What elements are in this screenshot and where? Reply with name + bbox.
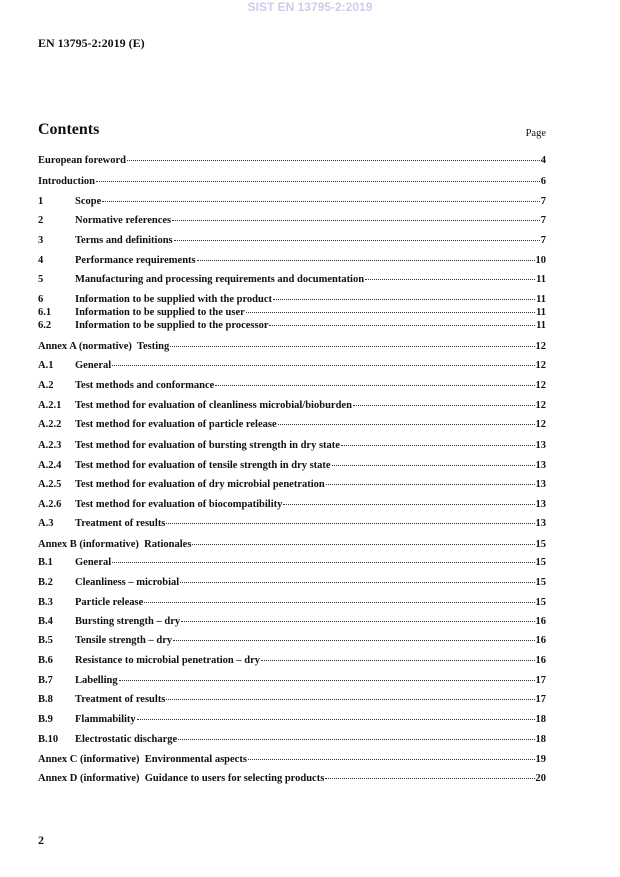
- toc-entry-label: General: [75, 360, 112, 371]
- dot-leader: [144, 602, 534, 603]
- toc-entry[interactable]: [38, 294, 546, 306]
- toc-entry[interactable]: [38, 635, 546, 647]
- toc-entry-number: 1: [38, 196, 44, 207]
- toc-entry-page: 7: [540, 215, 546, 226]
- toc-entry-label: Bursting strength – dry: [75, 616, 181, 627]
- toc-entry-label: Cleanliness – microbial: [75, 577, 180, 588]
- toc-entry-label: General: [75, 557, 112, 568]
- toc-entry-label: Annex A (normative) Testing: [38, 341, 170, 352]
- toc-entry[interactable]: [38, 419, 546, 431]
- toc-entry[interactable]: [38, 675, 546, 687]
- toc-entry-number: A.2.5: [38, 479, 62, 490]
- toc-entry-number: B.4: [38, 616, 53, 627]
- toc-entry[interactable]: [38, 320, 546, 332]
- toc-entry-label: Treatment of results: [75, 518, 166, 529]
- toc-entry[interactable]: [38, 235, 546, 247]
- dot-leader: [137, 719, 535, 720]
- dot-leader: [192, 544, 534, 545]
- toc-entry-page: 19: [535, 754, 546, 765]
- toc-entry-label: Information to be supplied to the processor: [75, 320, 269, 331]
- toc-entry-page: 12: [535, 341, 546, 352]
- toc-entry[interactable]: [38, 557, 546, 569]
- toc-entry-number: A.2.3: [38, 440, 62, 451]
- toc-entry-page: 17: [535, 675, 546, 686]
- toc-entry-number: A.2.2: [38, 419, 62, 430]
- dot-leader: [96, 181, 540, 182]
- toc-entry-page: 11: [536, 320, 546, 331]
- dot-leader: [180, 582, 534, 583]
- toc-entry-label: Information to be supplied to the user: [75, 307, 245, 318]
- toc-entry-number: A.2.1: [38, 400, 62, 411]
- toc-entry-label: Annex C (informative) Environmental aspects: [38, 754, 247, 765]
- toc-entry-page: 13: [535, 499, 546, 510]
- toc-entry-label: Manufacturing and processing requirements and documentation: [75, 274, 365, 285]
- toc-entry-label: Performance requirements: [75, 255, 196, 266]
- toc-entry[interactable]: [38, 734, 546, 746]
- dot-leader: [261, 660, 535, 661]
- toc-entry[interactable]: [38, 440, 546, 452]
- toc-entry-page: 7: [540, 235, 546, 246]
- toc-entry[interactable]: [38, 655, 546, 667]
- toc-entry-number: A.3: [38, 518, 54, 529]
- toc-entry-number: B.3: [38, 597, 53, 608]
- toc-entry-page: 15: [535, 557, 546, 568]
- toc-entry-label: Test method for evaluation of dry microbial penetration: [75, 479, 325, 490]
- dot-leader: [325, 778, 534, 779]
- toc-entry-label: Test method for evaluation of biocompatibility: [75, 499, 283, 510]
- toc-entry-page: 17: [535, 694, 546, 705]
- dot-leader: [112, 365, 534, 366]
- dot-leader: [119, 680, 535, 681]
- document-header: EN 13795-2:2019 (E): [38, 36, 145, 50]
- toc-entry-page: 15: [535, 597, 546, 608]
- toc-entry-page: 15: [535, 539, 546, 550]
- toc-entry[interactable]: [38, 597, 546, 609]
- toc-entry[interactable]: [38, 479, 546, 491]
- toc-entry-number: B.9: [38, 714, 53, 725]
- toc-entry-page: 16: [535, 655, 546, 666]
- toc-entry[interactable]: [38, 307, 546, 319]
- dot-leader: [166, 523, 534, 524]
- toc-entry[interactable]: [38, 773, 546, 785]
- toc-entry[interactable]: [38, 460, 546, 472]
- toc-entry[interactable]: [38, 255, 546, 267]
- toc-entry-page: 18: [535, 714, 546, 725]
- toc-entry-number: B.7: [38, 675, 53, 686]
- toc-entry-number: 3: [38, 235, 44, 246]
- dot-leader: [248, 759, 535, 760]
- toc-entry-number: B.6: [38, 655, 53, 666]
- dot-leader: [112, 562, 534, 563]
- dot-leader: [178, 739, 534, 740]
- toc-entry[interactable]: [38, 400, 546, 412]
- toc-entry-number: 5: [38, 274, 44, 285]
- toc-entry-number: 6.1: [38, 307, 52, 318]
- toc-entry-label: Annex D (informative) Guidance to users for selecting products: [38, 773, 325, 784]
- toc-entry-page: 18: [535, 734, 546, 745]
- dot-leader: [353, 405, 535, 406]
- toc-entry-page: 15: [535, 577, 546, 588]
- toc-entry[interactable]: [38, 754, 546, 766]
- toc-entry-label: Test method for evaluation of tensile strength in dry state: [75, 460, 331, 471]
- toc-entry-label: Labelling: [75, 675, 118, 686]
- dot-leader: [332, 465, 535, 466]
- toc-entry-number: 6.2: [38, 320, 52, 331]
- toc-entry-number: A.2: [38, 380, 54, 391]
- toc-entry-label: European foreword: [38, 155, 126, 166]
- toc-entry[interactable]: [38, 499, 546, 511]
- toc-entry-page: 11: [536, 274, 546, 285]
- dot-leader: [166, 699, 534, 700]
- toc-entry-number: 6: [38, 294, 44, 305]
- toc-entry[interactable]: [38, 196, 546, 208]
- toc-entry-page: 13: [535, 518, 546, 529]
- toc-entry-label: Annex B (informative) Rationales: [38, 539, 192, 550]
- toc-entry[interactable]: [38, 518, 546, 530]
- toc-entry-number: A.2.6: [38, 499, 62, 510]
- toc-entry-label: Treatment of results: [75, 694, 166, 705]
- toc-entry[interactable]: [38, 155, 546, 167]
- toc-entry-page: 4: [540, 155, 546, 166]
- toc-entry-number: B.8: [38, 694, 53, 705]
- toc-entry-label: Electrostatic discharge: [75, 734, 178, 745]
- dot-leader: [365, 279, 535, 280]
- toc-entry-page: 12: [535, 419, 546, 430]
- toc-entry[interactable]: [38, 274, 546, 286]
- toc-entry-number: B.2: [38, 577, 53, 588]
- toc-entry-label: Terms and definitions: [75, 235, 173, 246]
- toc-entry[interactable]: [38, 215, 546, 227]
- toc-entry[interactable]: [38, 577, 546, 589]
- toc-entry-page: 16: [535, 635, 546, 646]
- toc-entry-number: A.2.4: [38, 460, 62, 471]
- dot-leader: [326, 484, 535, 485]
- dot-leader: [341, 445, 535, 446]
- toc-entry-label: Test methods and conformance: [75, 380, 215, 391]
- toc-entry-label: Tensile strength – dry: [75, 635, 173, 646]
- toc-entry-number: B.10: [38, 734, 59, 745]
- toc-entry-number: 4: [38, 255, 44, 266]
- dot-leader: [273, 299, 535, 300]
- toc-entry[interactable]: [38, 380, 546, 392]
- page-column-label: Page: [525, 128, 546, 139]
- dot-leader: [102, 201, 540, 202]
- dot-leader: [181, 621, 534, 622]
- toc-entry-label: Test method for evaluation of bursting strength in dry state: [75, 440, 340, 451]
- toc-entry-number: 2: [38, 215, 44, 226]
- page-number: 2: [38, 833, 44, 847]
- dot-leader: [174, 240, 540, 241]
- toc-entry-number: B.5: [38, 635, 53, 646]
- dot-leader: [172, 220, 540, 221]
- toc-entry-label: Scope: [75, 196, 102, 207]
- toc-entry-label: Normative references: [75, 215, 172, 226]
- toc-entry[interactable]: [38, 714, 546, 726]
- dot-leader: [269, 325, 535, 326]
- toc-entry-page: 13: [535, 479, 546, 490]
- toc-entry-label: Resistance to microbial penetration – dry: [75, 655, 260, 666]
- toc-entry-page: 11: [536, 307, 546, 318]
- toc-entry[interactable]: [38, 616, 546, 628]
- dot-leader: [246, 312, 535, 313]
- toc-entry-label: Flammability: [75, 714, 136, 725]
- toc-entry[interactable]: [38, 341, 546, 353]
- watermark: SIST EN 13795-2:2019: [247, 0, 373, 14]
- toc-entry-page: 12: [535, 400, 546, 411]
- dot-leader: [215, 385, 534, 386]
- dot-leader: [173, 640, 534, 641]
- toc-entry-page: 6: [540, 176, 546, 187]
- dot-leader: [170, 346, 534, 347]
- dot-leader: [197, 260, 535, 261]
- dot-leader: [127, 160, 540, 161]
- toc-entry-page: 13: [535, 460, 546, 471]
- toc-entry-number: B.1: [38, 557, 53, 568]
- toc-entry-page: 20: [535, 773, 546, 784]
- page-title: Contents: [38, 121, 100, 138]
- toc-entry[interactable]: [38, 176, 546, 188]
- dot-leader: [283, 504, 534, 505]
- toc-entry-label: Test method for evaluation of particle release: [75, 419, 277, 430]
- toc-entry-page: 16: [535, 616, 546, 627]
- toc-entry-number: A.1: [38, 360, 54, 371]
- toc-entry[interactable]: [38, 694, 546, 706]
- toc-entry-page: 12: [535, 380, 546, 391]
- toc-entry-label: Particle release: [75, 597, 144, 608]
- toc-entry-page: 12: [535, 360, 546, 371]
- toc-entry-page: 13: [535, 440, 546, 451]
- toc-entry-label: Test method for evaluation of cleanliness microbial/bioburden: [75, 400, 352, 411]
- toc-entry-label: Information to be supplied with the product: [75, 294, 272, 305]
- toc-entry-page: 11: [536, 294, 546, 305]
- toc-entry[interactable]: [38, 539, 546, 551]
- toc-entry[interactable]: [38, 360, 546, 372]
- toc-entry-label: Introduction: [38, 176, 95, 187]
- dot-leader: [278, 424, 535, 425]
- toc-entry-page: 7: [540, 196, 546, 207]
- toc-entry-page: 10: [535, 255, 546, 266]
